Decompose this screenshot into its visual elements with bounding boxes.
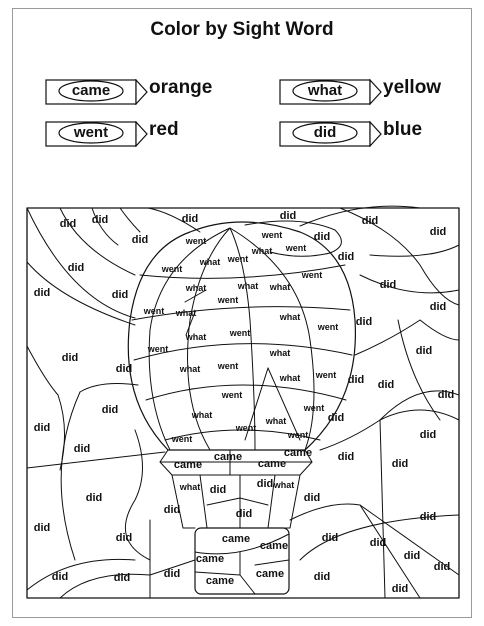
legend-color-name: yellow [383,77,442,98]
region-word-did: did [59,218,77,230]
region-word-did: did [33,422,51,434]
region-word-did: did [327,412,345,424]
region-word-did: did [279,210,297,222]
region-word-did: did [429,301,447,313]
region-word-did: did [337,451,355,463]
region-word-came: came [195,553,225,565]
region-word-came: came [283,447,313,459]
region-word-went: went [235,423,257,433]
region-word-did: did [73,443,91,455]
region-word-came: came [259,540,289,552]
legend-word: what [307,82,343,99]
region-word-came: came [173,459,203,471]
region-word-did: did [111,289,129,301]
region-word-did: did [209,484,227,496]
region-word-what: what [273,480,295,490]
region-word-went: went [185,236,207,246]
region-word-did: did [33,287,51,299]
region-word-did: did [181,213,199,225]
region-word-what: what [279,373,301,383]
region-word-went: went [261,230,283,240]
region-word-did: did [403,550,421,562]
region-word-went: went [303,403,325,413]
region-word-went: went [315,370,337,380]
region-word-what: what [191,410,213,420]
region-word-did: did [313,231,331,243]
region-word-what: what [199,257,221,267]
region-word-did: did [429,226,447,238]
region-word-did: did [361,215,379,227]
legend-word: did [313,124,337,141]
region-word-what: what [251,246,273,256]
region-word-came: came [213,451,243,463]
region-word-did: did [379,279,397,291]
region-word-did: did [61,352,79,364]
region-word-what: what [179,482,201,492]
region-word-did: did [131,234,149,246]
region-word-did: did [369,537,387,549]
legend-word: came [71,82,111,99]
region-word-did: did [377,379,395,391]
legend-word: went [73,124,109,141]
region-word-did: did [419,511,437,523]
region-word-went: went [285,243,307,253]
region-word-what: what [237,281,259,291]
region-word-did: did [33,522,51,534]
region-word-did: did [256,478,274,490]
region-word-did: did [355,316,373,328]
region-word-went: went [221,390,243,400]
region-word-did: did [113,572,131,584]
region-word-did: did [347,374,365,386]
region-word-what: what [175,308,197,318]
region-word-did: did [419,429,437,441]
region-word-went: went [217,361,239,371]
region-word-went: went [171,434,193,444]
region-word-did: did [101,404,119,416]
page-title: Color by Sight Word [150,19,334,40]
cell-word-layer [34,210,455,595]
region-word-did: did [391,583,409,595]
region-word-what: what [179,364,201,374]
region-word-did: did [85,492,103,504]
region-word-went: went [147,344,169,354]
legend-color-name: orange [149,77,213,98]
region-word-came: came [257,458,287,470]
region-word-did: did [51,571,69,583]
region-word-did: did [115,532,133,544]
region-word-went: went [317,322,339,332]
region-word-what: what [185,332,207,342]
legend-color-name: blue [383,119,423,140]
region-word-did: did [163,504,181,516]
region-word-went: went [143,306,165,316]
region-word-did: did [433,561,451,573]
region-word-went: went [301,270,323,280]
region-word-did: did [235,508,253,520]
region-word-went: went [217,295,239,305]
region-word-came: came [255,568,285,580]
region-word-did: did [163,568,181,580]
region-word-went: went [229,328,251,338]
region-word-what: what [265,416,287,426]
legend-color-name: red [149,119,179,140]
region-word-what: what [269,348,291,358]
region-word-did: did [67,262,85,274]
region-word-what: what [279,312,301,322]
region-word-did: did [313,571,331,583]
region-word-did: did [91,214,109,226]
region-word-did: did [321,532,339,544]
region-word-did: did [337,251,355,263]
region-word-did: did [437,389,455,401]
region-word-what: what [185,283,207,293]
region-word-came: came [221,533,251,545]
region-word-went: went [161,264,183,274]
region-word-went: went [227,254,249,264]
region-word-did: did [303,492,321,504]
region-word-came: came [205,575,235,587]
region-word-did: did [415,345,433,357]
region-word-did: did [391,458,409,470]
region-word-went: went [287,430,309,440]
region-word-did: did [115,363,133,375]
region-word-what: what [269,282,291,292]
